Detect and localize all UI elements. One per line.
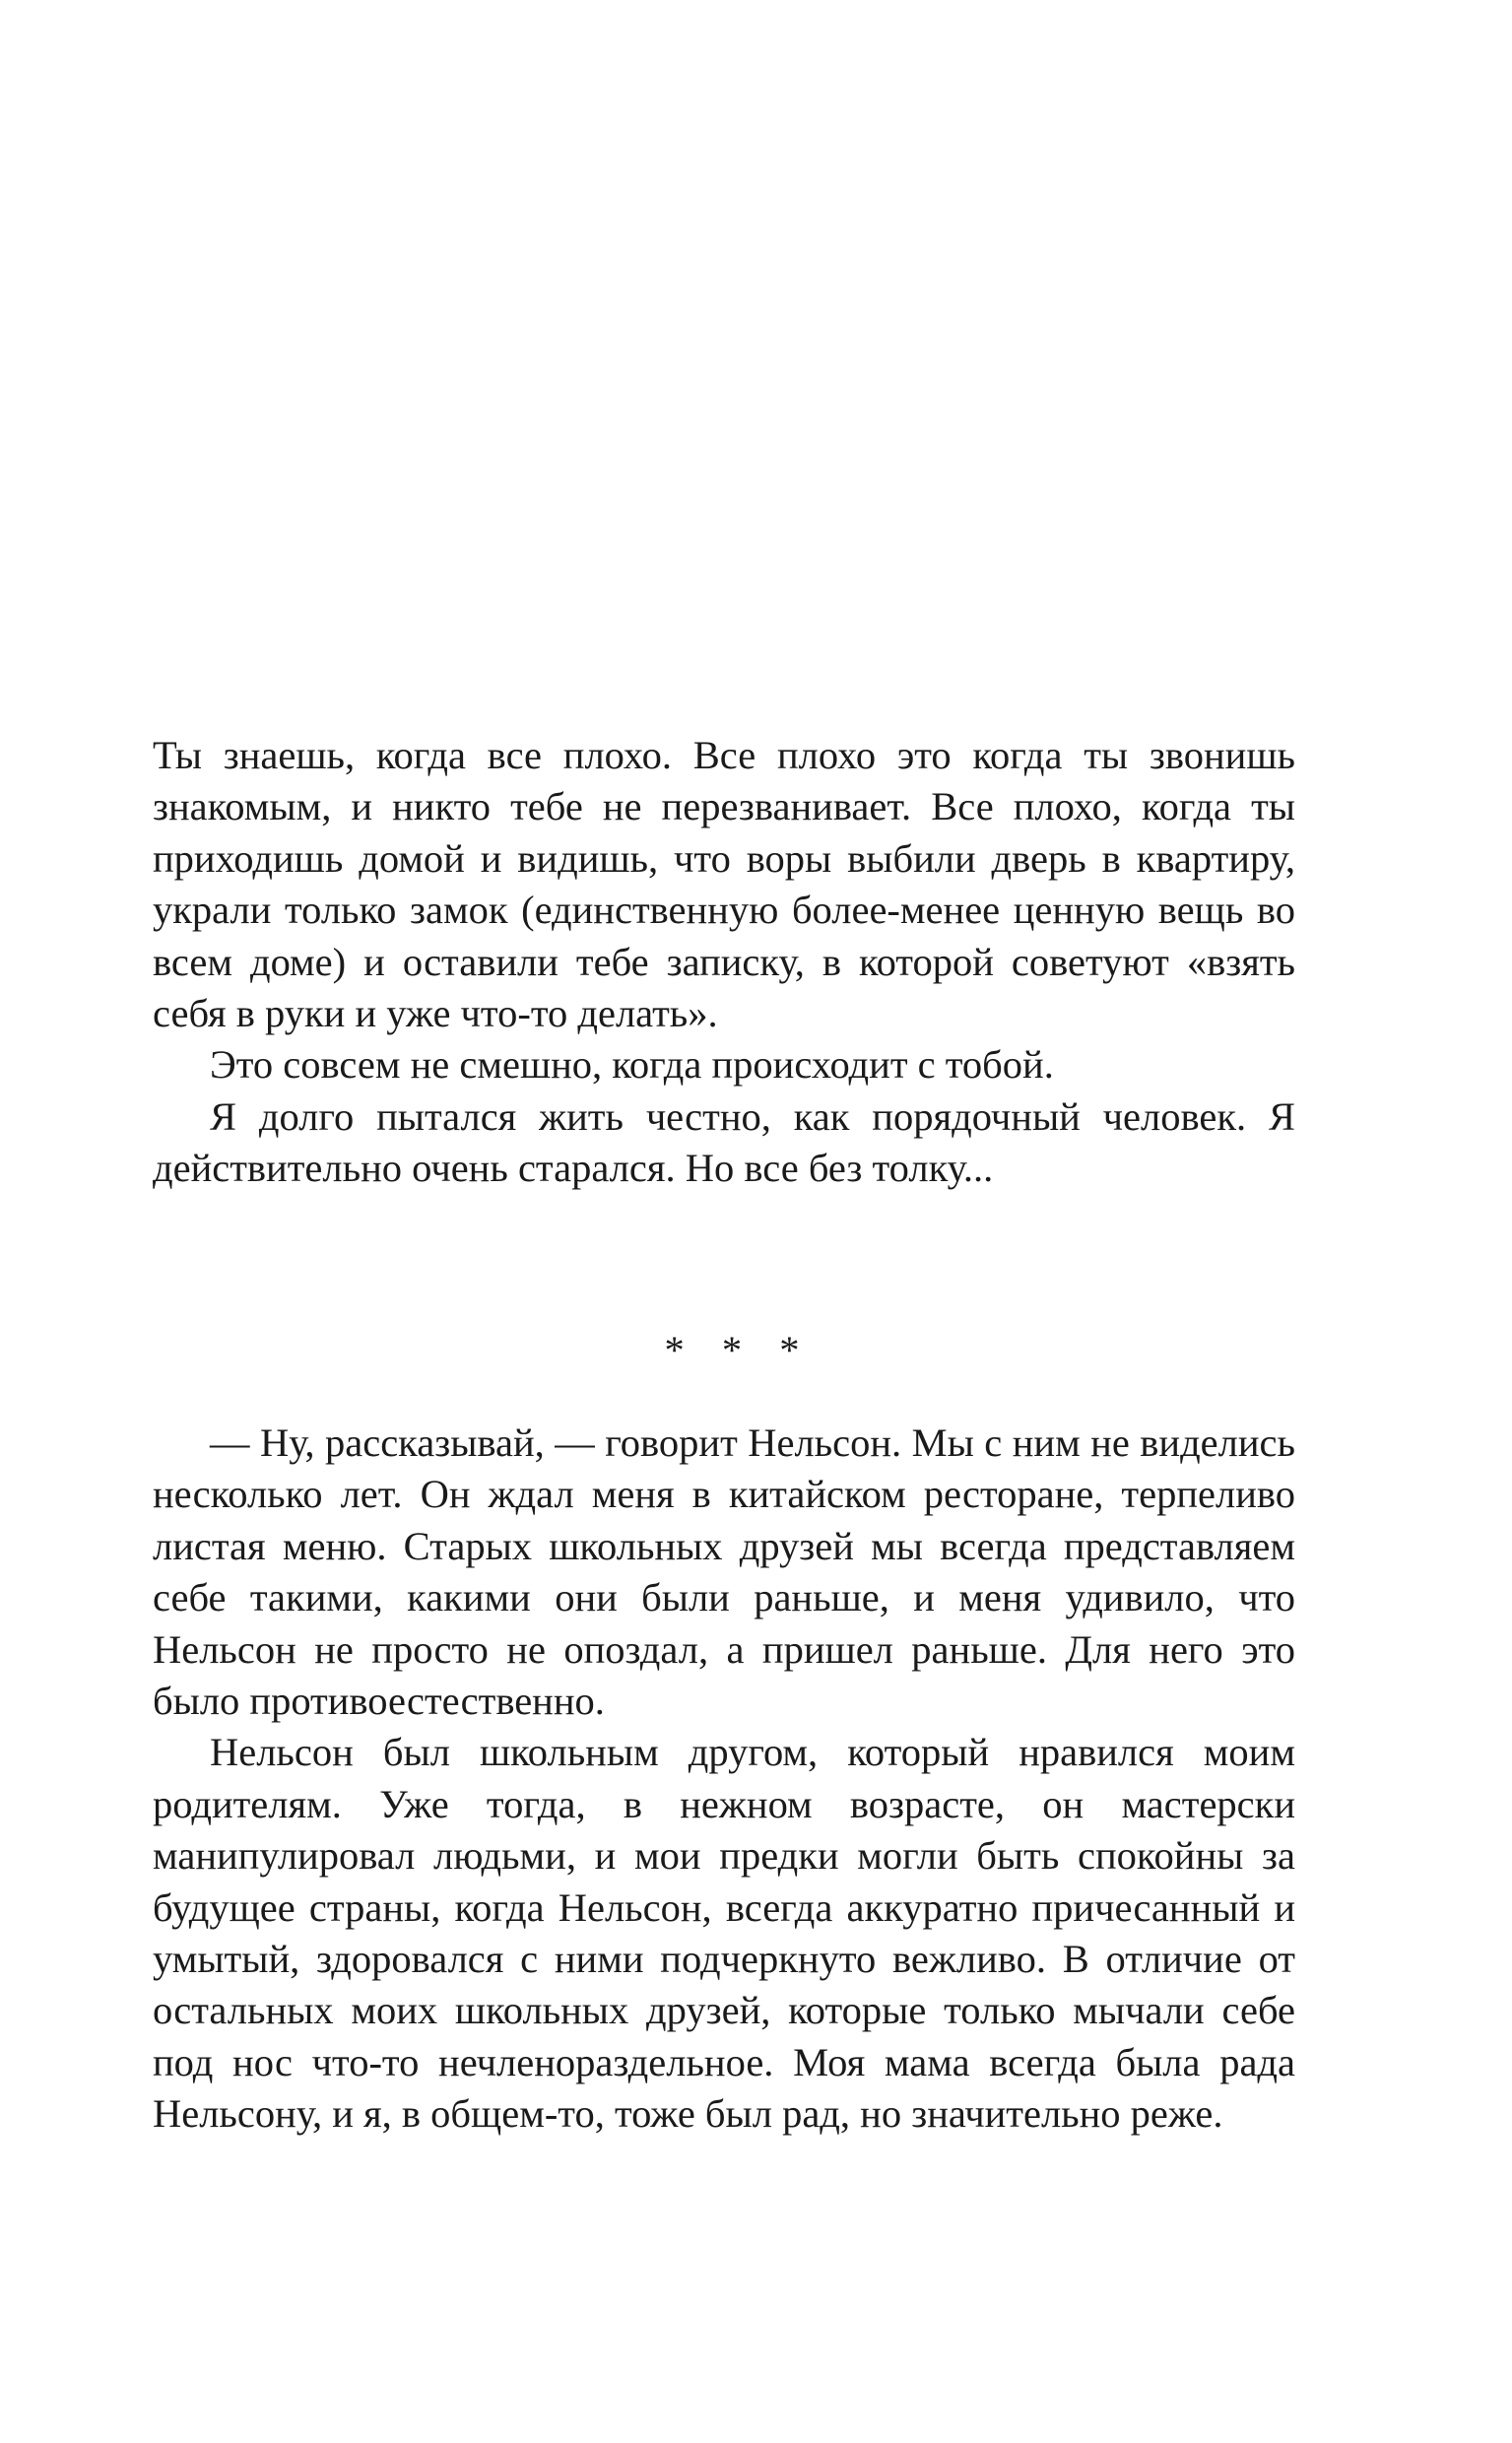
paragraph: Это совсем не смешно, когда происходит с тобой. <box>210 1042 1054 1088</box>
text-section-two <box>153 1418 1295 2141</box>
paragraph: Я долго пытался жить честно, как порядочный человек. Я действительно очень старался. Но все без толку... <box>153 1093 1295 1191</box>
paragraph: Ты знаешь, когда все плохо. Все плохо это когда ты звонишь знакомым, и никто тебе не перезванивает. Все плохо, когда ты приходишь домой и видишь, что воры выбили дверь в квартиру, украли только замок (единственную более-менее ценную вещь во всем доме) и оставили тебе записку, в которой советуют «взять себя в руки и уже что-то делать». <box>153 733 1295 1036</box>
paragraph: Нельсон был школьным другом, который нравился моим родителям. Уже тогда, в нежном возрасте, он мастерски манипулировал людьми, и мои предки могли быть спокойны за будущее страны, когда Нельсон, всегда аккуратно причесанный и умытый, здоровался с ними подчеркнуто вежливо. В отличие от остальных моих школьных друзей, которые только мычали себе под нос что-то нечленораздельное. Моя мама всегда была рада Нельсону, и я, в общем-то, тоже был рад, но значительно реже. <box>153 1730 1295 2137</box>
section-separator: * * * <box>664 1328 814 1372</box>
text-section-one <box>153 730 1295 1195</box>
paragraph: — Ну, рассказывай, — говорит Нельсон. Мы с ним не виделись несколько лет. Он ждал меня в китайском ресторане, терпеливо листая меню. Старых школьных друзей мы всегда представляем себе такими, какими они были раньше, и меня удивило, что Нельсон не просто не опоздал, а пришел раньше. Для него это было противоестественно. <box>153 1420 1295 1724</box>
